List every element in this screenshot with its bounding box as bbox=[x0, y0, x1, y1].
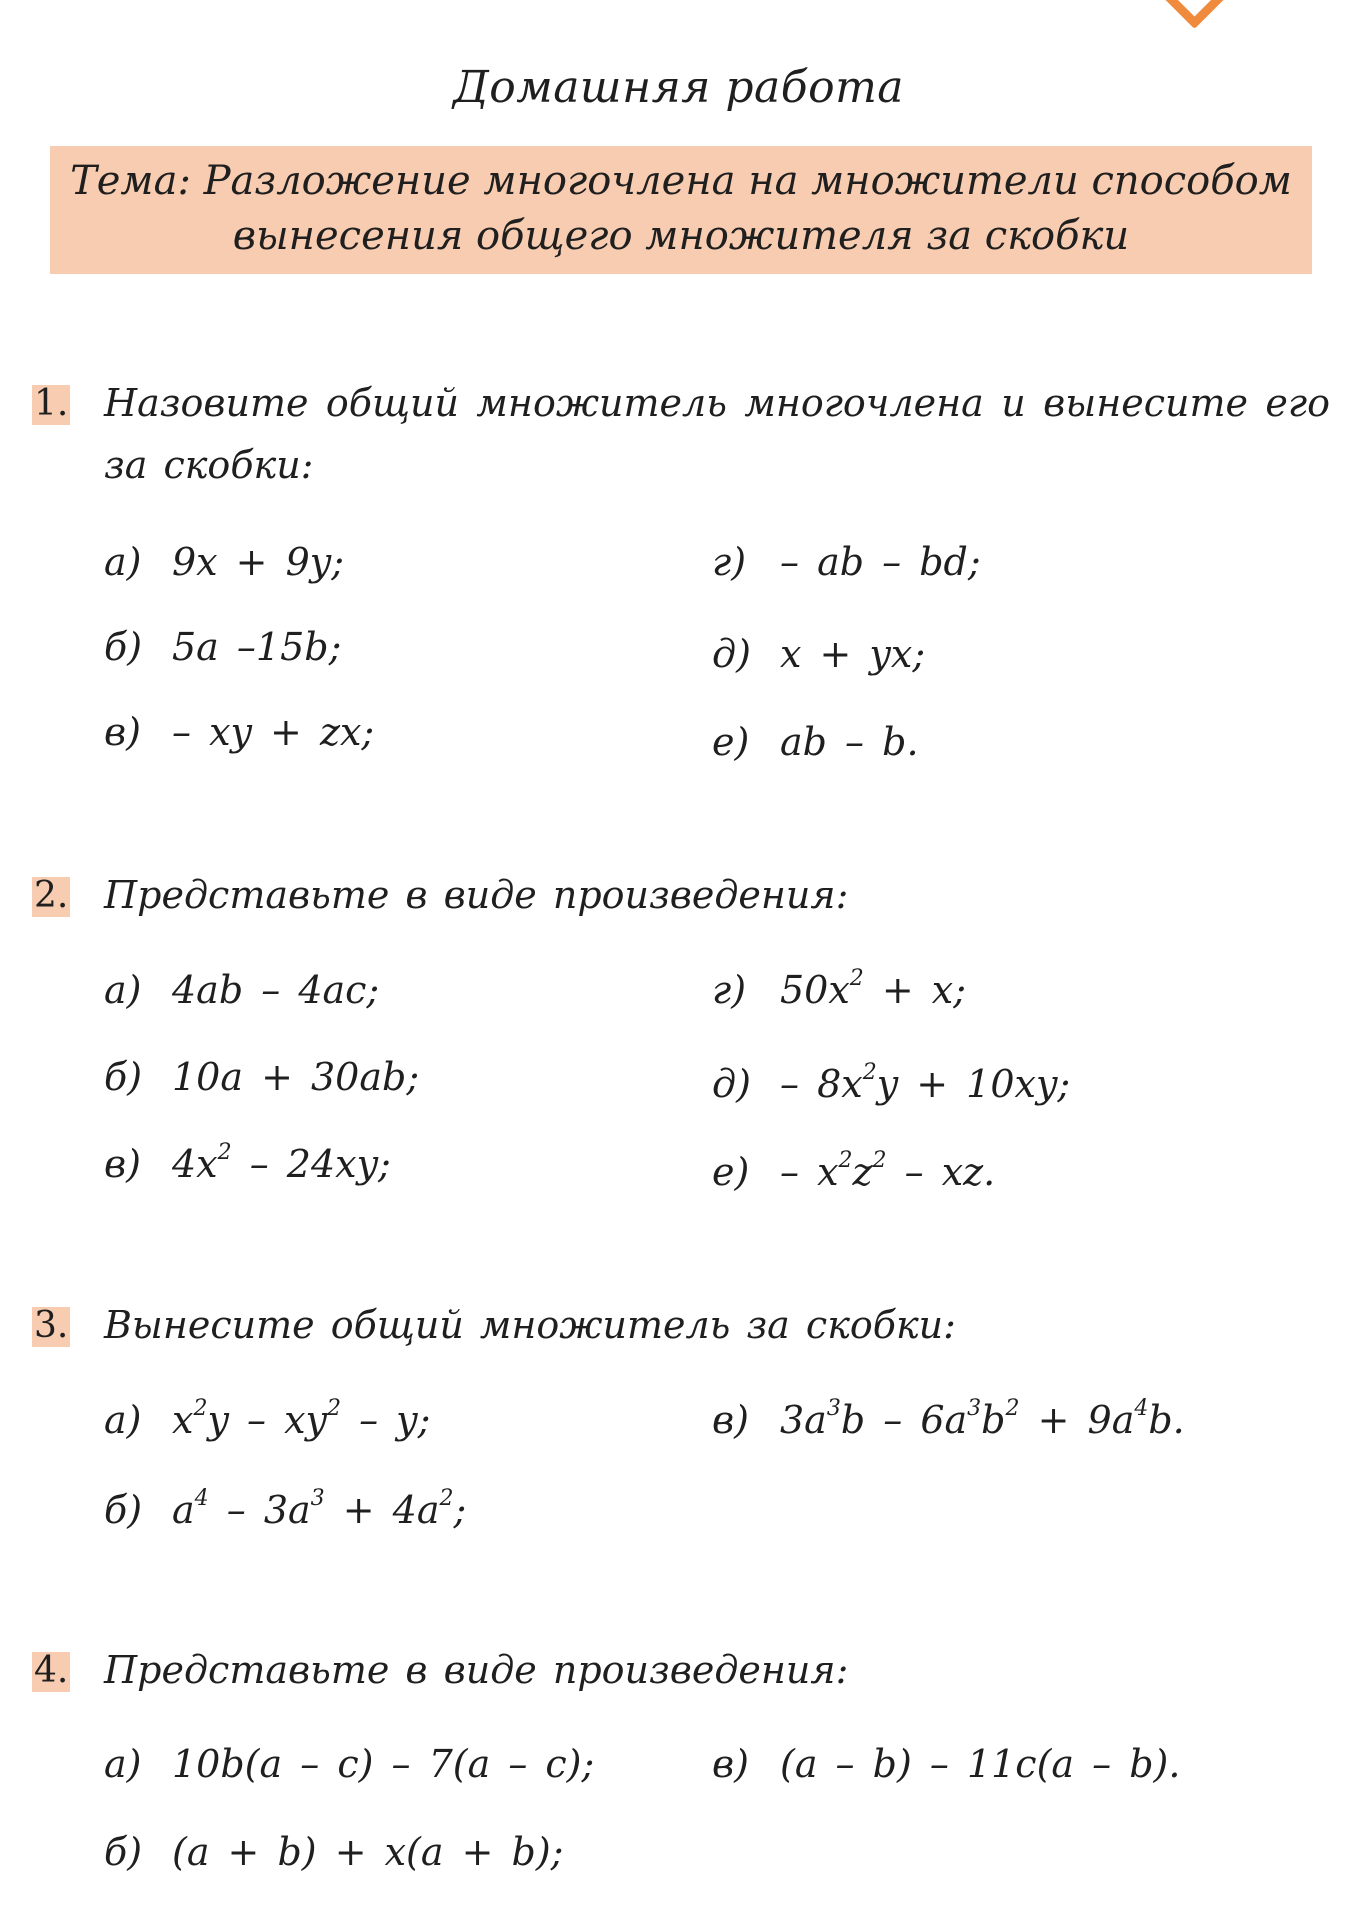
task-2-item-e: $е) - x^2z^2$ – xz. bbox=[712, 1148, 996, 1194]
task-title-2: Представьте в виде произведения: bbox=[104, 873, 849, 917]
topic-line-2: вынесения общего множителя за скобки bbox=[232, 213, 1130, 259]
task-1-item-a: а) 9x + 9y; bbox=[104, 540, 345, 584]
task-2-item-v: в) $4x^2 - 24xy$; bbox=[104, 1140, 391, 1186]
task-title-4: Представьте в виде произведения: bbox=[104, 1648, 849, 1692]
task-4-item-v: в) (a – b) – 11c(a – b). bbox=[712, 1742, 1181, 1786]
task-2-item-g: г) $50x^2 + x$; bbox=[712, 966, 967, 1012]
task-1-item-b: б) 5a –15b; bbox=[104, 625, 342, 669]
task-number-1: 1. bbox=[34, 383, 69, 424]
task-title-1: Назовите общий множитель многочлена и вынесите его за скобки: bbox=[104, 381, 1330, 487]
task-1-item-e: е) ab – b. bbox=[712, 720, 919, 764]
document-title: Домашняя работа bbox=[452, 62, 905, 113]
task-1-item-v: в) – xy + zx; bbox=[104, 710, 375, 754]
task-1-item-d: д) x + yx; bbox=[712, 632, 926, 676]
task-3-item-v: в) $3a^3b - 6a^3b^2 + 9a^4b$. bbox=[712, 1396, 1185, 1442]
task-number-2: 2. bbox=[34, 875, 69, 916]
task-number-3: 3. bbox=[34, 1305, 69, 1346]
task-2-item-d: $д) - 8x^2y + 10xy$; bbox=[712, 1060, 1071, 1106]
task-2-item-b: б) 10a + 30ab; bbox=[104, 1055, 420, 1099]
task-4-item-b: б) (a + b) + x(a + b); bbox=[104, 1830, 564, 1874]
task-title-3: Вынесите общий множитель за скобки: bbox=[104, 1303, 956, 1347]
task-3-item-b: б) $a^4 - 3a^3 + 4a^2$; bbox=[104, 1486, 467, 1532]
task-1-item-g: г) – ab – bd; bbox=[712, 540, 981, 584]
topic-banner bbox=[50, 146, 1312, 274]
task-4-item-a: а) 10b(a – c) – 7(a – c); bbox=[104, 1742, 595, 1786]
topic-line-1: Тема: Разложение многочлена на множители способом bbox=[70, 158, 1292, 204]
logo-chevron-icon bbox=[1160, 0, 1229, 29]
task-number-4: 4. bbox=[34, 1650, 69, 1691]
task-3-item-a: а) $x^2y - xy^2$ – y; bbox=[104, 1396, 431, 1442]
task-2-item-a: а) 4ab – 4ac; bbox=[104, 968, 380, 1012]
